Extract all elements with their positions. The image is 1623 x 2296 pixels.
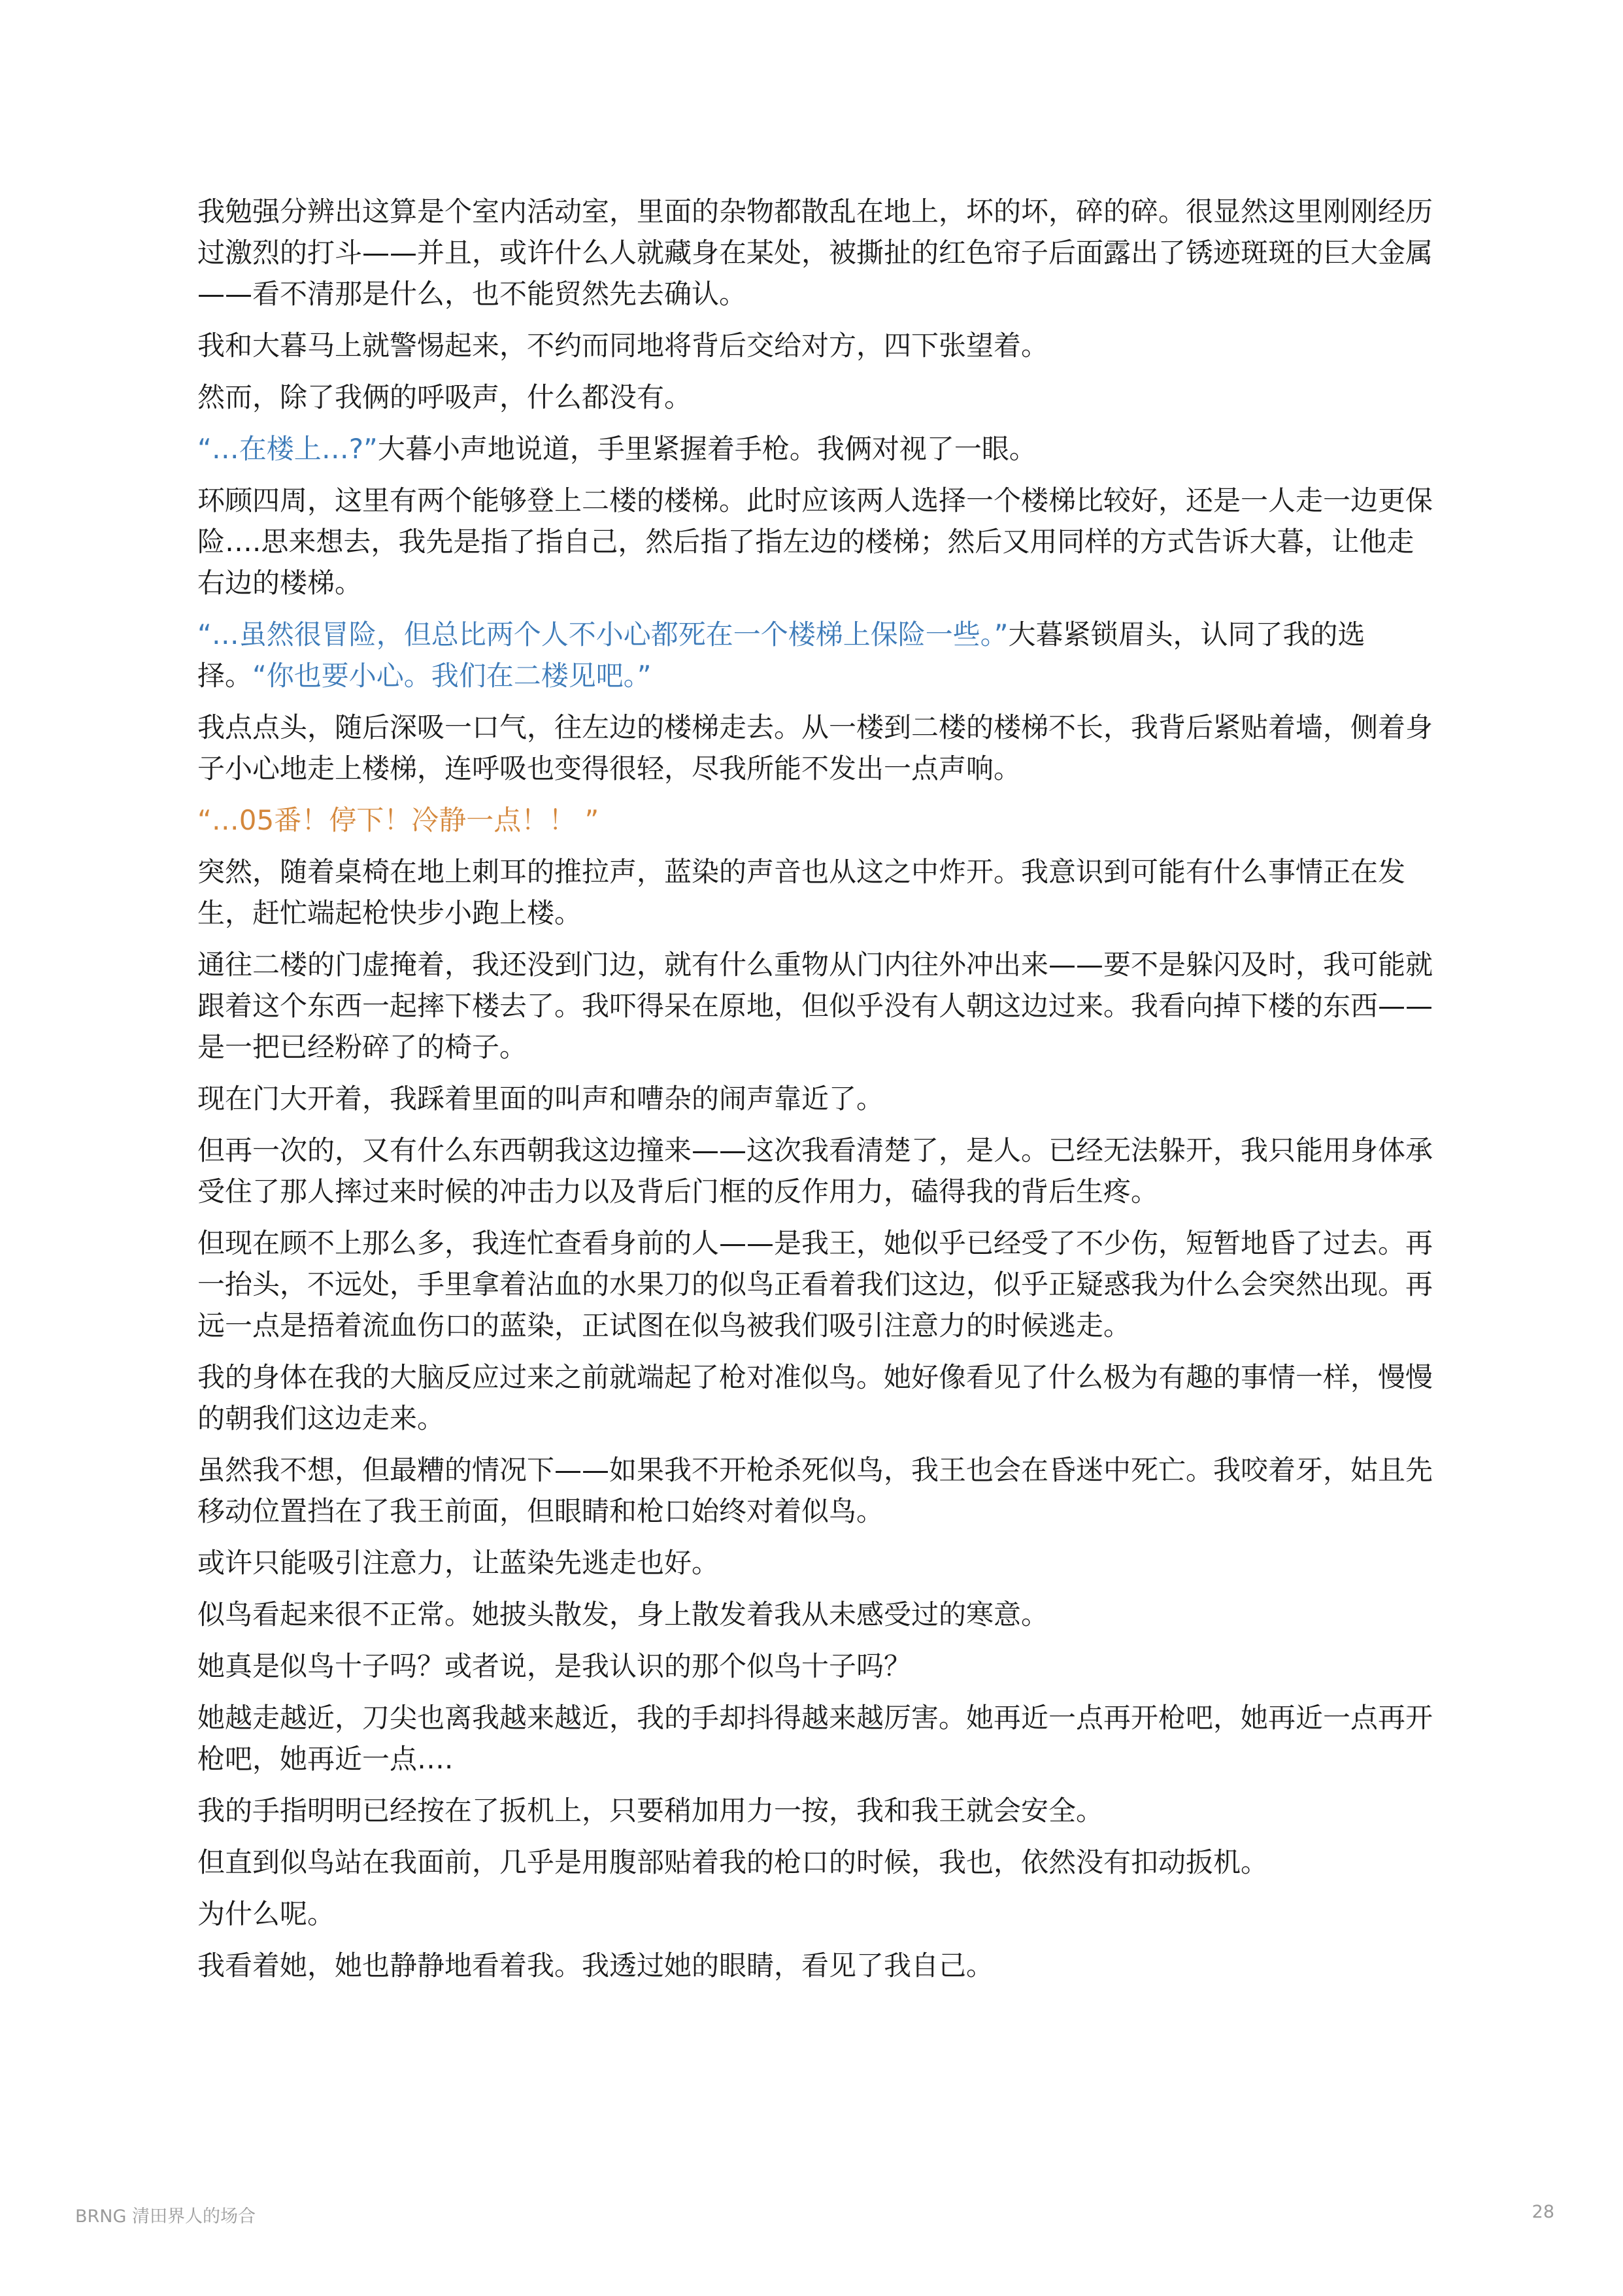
paragraph (197, 1945, 1439, 1986)
paragraph (197, 325, 1439, 366)
narration-text: 现在门大开着，我踩着里面的叫声和嘈杂的闹声靠近了。 (197, 1083, 884, 1115)
narration-text: 我的手指明明已经按在了扳机上，只要稍加用力一按，我和我王就会安全。 (197, 1795, 1104, 1827)
narration-text: 大暮小声地说道，手里紧握着手枪。我俩对视了一眼。 (377, 433, 1037, 465)
narration-text: 我和大暮马上就警惕起来，不约而同地将背后交给对方，四下张望着。 (197, 329, 1049, 362)
narration-text: 然而，除了我俩的呼吸声，什么都没有。 (197, 381, 692, 413)
narration-text: 虽然我不想，但最糟的情况下——如果我不开枪杀死似鸟，我王也会在昏迷中死亡。我咬着牙，姑且先移动位置挡在了我王前面，但眼睛和枪口始终对着似鸟。 (197, 1454, 1433, 1527)
narration-text: 但再一次的，又有什么东西朝我这边撞来——这次我看清楚了，是人。已经无法躲开，我只能用身体承受住了那人摔过来时候的冲击力以及背后门框的反作用力，磕得我的背后生疼。 (197, 1134, 1433, 1207)
narration-text: 通往二楼的门虚掩着，我还没到门边，就有什么重物从门内往外冲出来——要不是躲闪及时，我可能就跟着这个东西一起摔下楼去了。我吓得呆在原地，但似乎没有人朝这边过来。我看向掉下楼的东西——是一把已经粉碎了的椅子。 (197, 949, 1433, 1063)
narration-text: 她真是似鸟十子吗？或者说，是我认识的那个似鸟十子吗？ (197, 1650, 912, 1682)
narration-text: 她越走越近，刀尖也离我越来越近，我的手却抖得越来越厉害。她再近一点再开枪吧，她再近一点再开枪吧，她再近一点…. (197, 1702, 1433, 1775)
paragraph (197, 1223, 1439, 1346)
paragraph (197, 1542, 1439, 1583)
body-text (197, 191, 1439, 1997)
narration-text: 我点点头，随后深吸一口气，往左边的楼梯走去。从一楼到二楼的楼梯不长，我背后紧贴着墙，侧着身子小心地走上楼梯，连呼吸也变得很轻，尽我所能不发出一点声响。 (197, 711, 1433, 785)
paragraph (197, 944, 1439, 1068)
paragraph (197, 800, 1439, 841)
dialogue-text: “…05番！停下！冷静一点！！ ” (197, 804, 599, 836)
paragraph (197, 851, 1439, 934)
narration-text: 或许只能吸引注意力，让蓝染先逃走也好。 (197, 1547, 720, 1579)
paragraph (197, 1357, 1439, 1439)
paragraph (197, 480, 1439, 603)
footer-title: BRNG 清田界人的场合 (75, 2206, 256, 2227)
paragraph (197, 377, 1439, 418)
narration-text: 我看着她，她也静静地看着我。我透过她的眼睛，看见了我自己。 (197, 1950, 994, 1982)
narration-text: 突然，随着桌椅在地上刺耳的推拉声，蓝染的声音也从这之中炸开。我意识到可能有什么事情正在发生，赶忙端起枪快步小跑上楼。 (197, 856, 1406, 929)
narration-text: 我的身体在我的大脑反应过来之前就端起了枪对准似鸟。她好像看见了什么极为有趣的事情一样，慢慢的朝我们这边走来。 (197, 1361, 1433, 1434)
dialogue-text: “你也要小心。我们在二楼见吧。” (252, 660, 652, 692)
paragraph (197, 1893, 1439, 1934)
dialogue-text: “…虽然很冒险，但总比两个人不小心都死在一个楼梯上保险一些。” (197, 618, 1009, 650)
narration-text: 但直到似鸟站在我面前，几乎是用腹部贴着我的枪口的时候，我也，依然没有扣动扳机。 (197, 1846, 1269, 1878)
page-number: 28 (1531, 2202, 1554, 2222)
paragraph (197, 1790, 1439, 1831)
paragraph (197, 707, 1439, 789)
paragraph (197, 428, 1439, 469)
paragraph (197, 1130, 1439, 1212)
paragraph (197, 614, 1439, 696)
paragraph (197, 1078, 1439, 1119)
paragraph (197, 1449, 1439, 1532)
narration-text: 大暮紧锁眉头，认同了我的选择。 (197, 618, 1365, 692)
paragraph (197, 1697, 1439, 1780)
paragraph (197, 191, 1439, 314)
paragraph (197, 1646, 1439, 1687)
narration-text: 但现在顾不上那么多，我连忙查看身前的人——是我王，她似乎已经受了不少伤，短暂地昏了过去。再一抬头，不远处，手里拿着沾血的水果刀的似鸟正看着我们这边，似乎正疑惑我为什么会突然出现。再远一点是捂着流血伤口的蓝染，正试图在似鸟被我们吸引注意力的时候逃走。 (197, 1227, 1433, 1342)
dialogue-text: “…在楼上…?” (197, 433, 378, 465)
narration-text: 环顾四周，这里有两个能够登上二楼的楼梯。此时应该两人选择一个楼梯比较好，还是一人走一边更保险….思来想去，我先是指了指自己，然后指了指左边的楼梯；然后又用同样的方式告诉大暮，让他走右边的楼梯。 (197, 484, 1433, 599)
narration-text: 为什么呢。 (197, 1898, 335, 1930)
paragraph (197, 1842, 1439, 1883)
narration-text: 我勉强分辨出这算是个室内活动室，里面的杂物都散乱在地上，坏的坏，碎的碎。很显然这里刚刚经历过激烈的打斗——并且，或许什么人就藏身在某处，被撕扯的红色帘子后面露出了锈迹斑斑的巨大金属——看不清那是什么，也不能贸然先去确认。 (197, 195, 1433, 310)
narration-text: 似鸟看起来很不正常。她披头散发，身上散发着我从未感受过的寒意。 (197, 1598, 1049, 1630)
paragraph (197, 1594, 1439, 1635)
